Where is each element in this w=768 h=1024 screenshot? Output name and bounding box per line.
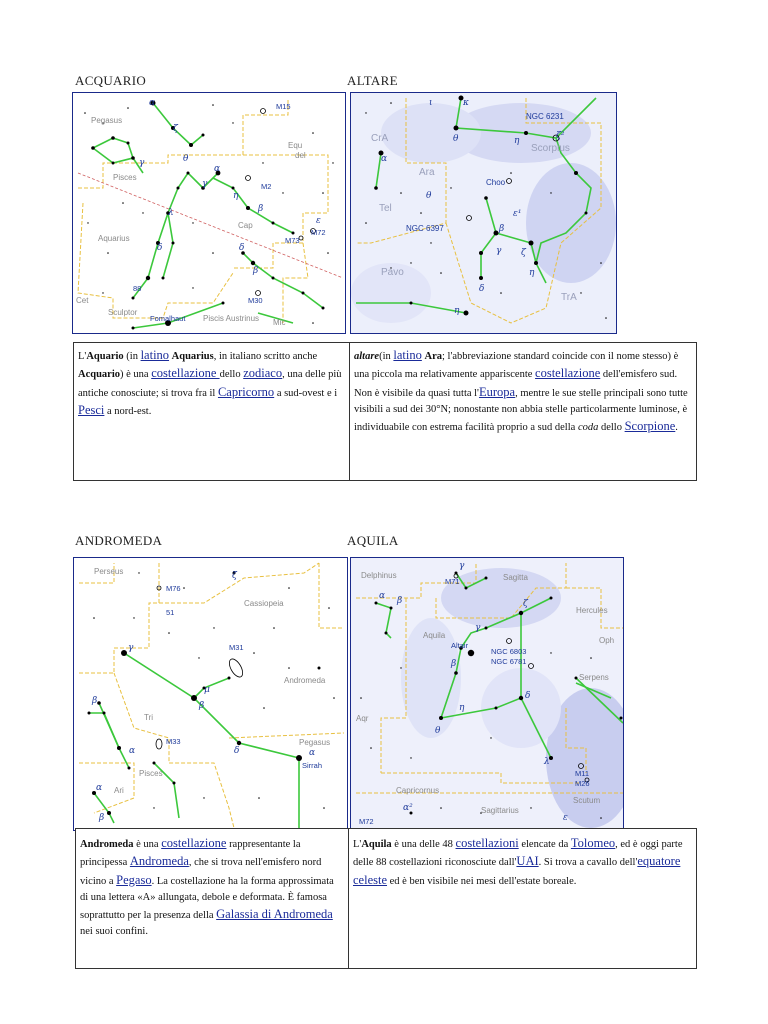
greek-letter: α xyxy=(214,164,221,174)
object-label: Choo xyxy=(486,178,506,187)
term-bold: Ara xyxy=(424,351,442,362)
link-galassia-di-andromeda[interactable]: Galassia di Andromeda xyxy=(216,907,333,922)
object-label: M11 xyxy=(575,769,590,778)
greek-letter: θ xyxy=(435,726,441,736)
greek-letter: ε xyxy=(563,813,568,823)
object-label: NGC 6781 xyxy=(491,657,527,666)
constellation-label: Pegasus xyxy=(299,738,331,747)
constellation-label: del xyxy=(295,151,306,160)
section-title-andromeda: ANDROMEDA xyxy=(75,533,163,548)
constellation-label: Aquarius xyxy=(98,234,130,243)
text-run: , una delle più antiche conosciute; si trova fra il xyxy=(78,369,342,399)
object-label: NGC 6803 xyxy=(491,647,527,656)
greek-letter: θ xyxy=(183,154,189,164)
text-run: . xyxy=(675,422,678,434)
greek-letter: β xyxy=(99,813,105,823)
constellation-label: Ara xyxy=(419,167,435,178)
greek-letter: η xyxy=(514,136,520,146)
text-run: ed è ben visibile nei mesi dell'estate boreale. xyxy=(387,875,577,887)
text-run: (in xyxy=(379,351,394,362)
text-run: , che si trova nell'emisfero nord vicino a xyxy=(80,857,322,887)
greek-letter: β xyxy=(199,701,205,711)
object-label: M71 xyxy=(445,577,460,586)
greek-letter: λ xyxy=(168,208,174,218)
object-label: M2 xyxy=(261,182,272,191)
greek-letter: ε xyxy=(316,216,321,226)
link-costellazioni[interactable]: costellazioni xyxy=(455,836,519,850)
section-title-altare: ALTARE xyxy=(347,73,398,88)
star-map-altare xyxy=(350,92,617,334)
constellation-label: Pisces xyxy=(139,769,163,778)
greek-letter: γ xyxy=(139,158,145,168)
star-map-andromeda xyxy=(73,557,348,831)
greek-letter: η xyxy=(233,191,239,201)
link-capricorno[interactable]: Capricorno xyxy=(217,384,275,399)
link-latino[interactable]: latino xyxy=(393,348,422,362)
object-label: M30 xyxy=(248,296,263,305)
term-bold-italic: altare xyxy=(354,351,380,362)
constellation-label: Perseus xyxy=(94,567,124,576)
link-zodiaco[interactable]: zodiaco xyxy=(243,366,283,381)
greek-letter: η xyxy=(454,306,460,316)
greek-letter: θ xyxy=(426,191,432,201)
text-run: ) è una xyxy=(120,369,152,381)
text-run: L' xyxy=(353,839,362,850)
text-run: elencate da xyxy=(518,839,571,850)
text-run: è una delle 48 xyxy=(391,839,456,850)
object-label: Altair xyxy=(451,641,469,650)
section-title-acquario: ACQUARIO xyxy=(75,73,147,88)
link-latino[interactable]: latino xyxy=(140,348,170,362)
constellation-label: Pegasus xyxy=(91,116,123,125)
constellation-label: Scutum xyxy=(573,796,601,805)
link-costellazione[interactable]: costellazione xyxy=(151,366,220,381)
text-run: a nord-est. xyxy=(104,405,152,417)
greek-letter: α xyxy=(149,98,156,108)
object-label: NGC 6231 xyxy=(526,112,564,121)
greek-letter: δ xyxy=(234,746,240,756)
greek-letter: α xyxy=(379,591,386,601)
greek-letter: β xyxy=(499,224,505,234)
greek-letter: α xyxy=(96,783,103,793)
greek-letter: β xyxy=(451,659,457,669)
text-run: . Si trova a cavallo dell' xyxy=(538,857,638,869)
text-run: (in xyxy=(123,351,141,362)
constellation-label: Sagitta xyxy=(503,573,528,582)
greek-letter: δ xyxy=(479,284,485,294)
star-map-acquario xyxy=(72,92,346,334)
object-label: M33 xyxy=(166,737,181,746)
greek-letter: γ xyxy=(128,643,134,653)
object-label: M73 xyxy=(285,236,300,245)
term-bold: Aquario xyxy=(86,351,124,362)
constellation-label: Cap xyxy=(238,221,253,230)
text-run: . La costellazione ha la forma approssimata di una lettera «A» allungata, debole e deformata. È famosa soprattutto per la presenza della xyxy=(80,875,334,922)
term-bold: Acquario xyxy=(78,369,120,381)
greek-letter: α xyxy=(129,746,136,756)
section-title-aquila: AQUILA xyxy=(347,533,399,548)
constellation-label: Tri xyxy=(144,713,154,722)
greek-letter: δ xyxy=(157,243,163,253)
term-italic: coda xyxy=(577,422,599,434)
greek-letter: γ xyxy=(459,561,465,571)
greek-letter: ζ xyxy=(232,571,237,581)
description-aquila xyxy=(348,829,696,968)
greek-letter: δ xyxy=(239,243,245,253)
constellation-label: Hercules xyxy=(576,606,608,615)
greek-letter: β xyxy=(397,596,403,606)
constellation-label: Aquila xyxy=(423,631,446,640)
constellation-label: Sculptor xyxy=(108,308,138,317)
andromeda-chart xyxy=(74,558,347,830)
text-run: , ed è oggi parte delle 88 costellazioni riconosciute dall' xyxy=(353,839,683,869)
object-label: Sirrah xyxy=(302,761,323,770)
constellation-label: Cet xyxy=(76,296,89,305)
text-run: dello xyxy=(219,369,244,381)
description-altare xyxy=(349,343,696,480)
text-run: L' xyxy=(78,351,87,362)
greek-letter: λ xyxy=(544,757,550,767)
term-bold: Andromeda xyxy=(80,839,134,850)
greek-letter: ι xyxy=(429,98,433,108)
description-acquario xyxy=(74,343,349,480)
greek-letter: α xyxy=(309,748,316,758)
text-run: , mentre le sue stelle principali sono tutte visibili a sud dei 30°N; nonostante non abbia stelle particolarmente luminose, è individuabile con estrema facilità proprio a sud della xyxy=(354,387,688,434)
greek-letter: δ xyxy=(525,691,531,701)
constellation-label: Scorpius xyxy=(531,143,570,154)
greek-letter: α xyxy=(381,154,388,164)
greek-letter: ζ² xyxy=(556,131,565,141)
greek-letter: κ xyxy=(463,98,469,108)
greek-letter: β xyxy=(253,266,259,276)
text-run: rappresentante la principessa xyxy=(80,839,301,869)
object-label: M31 xyxy=(229,643,244,652)
greek-letter: α² xyxy=(403,803,413,813)
text-run: è una xyxy=(133,839,162,850)
description-table-2 xyxy=(75,828,697,969)
constellation-label: Aqr xyxy=(356,714,369,723)
constellation-label: Serpens xyxy=(579,673,609,682)
link-pegaso[interactable]: Pegaso xyxy=(116,872,152,887)
object-label: 88 xyxy=(133,284,142,293)
link-pesci[interactable]: Pesci xyxy=(78,402,105,417)
description-table-1 xyxy=(73,342,697,481)
altare-chart xyxy=(351,93,616,333)
constellation-label: Sagittarius xyxy=(481,806,519,815)
greek-letter: γ xyxy=(496,246,502,256)
description-andromeda xyxy=(76,829,348,968)
greek-letter: ζ xyxy=(173,124,178,134)
greek-letter: β xyxy=(258,204,264,214)
constellation-label: CrA xyxy=(371,133,389,144)
object-label: M15 xyxy=(276,102,291,111)
greek-letter: β xyxy=(92,696,98,706)
text-run: , in italiano scritto anche xyxy=(213,351,318,362)
text-run: a sud-ovest e i xyxy=(274,387,338,399)
text-run: nei suoi confini. xyxy=(80,926,148,938)
text-run: ; l'abbreviazione standard coincide con il nome stesso) è una piccola ma relativamente appariscente xyxy=(354,351,679,381)
greek-letter: η xyxy=(459,703,465,713)
acquario-chart xyxy=(73,93,345,333)
object-label: M72 xyxy=(311,228,326,237)
greek-letter: θ xyxy=(453,134,459,144)
constellation-label: Oph xyxy=(599,636,615,645)
link-tolomeo[interactable]: Tolomeo xyxy=(570,836,616,850)
greek-letter: γ xyxy=(475,623,481,633)
greek-letter: ε¹ xyxy=(513,209,522,219)
constellation-label: Pisces xyxy=(113,173,137,182)
star-map-aquila xyxy=(350,557,624,831)
constellation-label: Tel xyxy=(379,203,392,214)
text-run: dello xyxy=(598,422,625,434)
text-run: dell'emisfero sud. Non è visibile da quasi tutta l' xyxy=(354,369,678,399)
aquila-chart xyxy=(351,558,623,830)
link-scorpione[interactable]: Scorpione xyxy=(624,419,676,434)
object-label: M72 xyxy=(359,817,374,826)
link-costellazione[interactable]: costellazione xyxy=(161,836,227,850)
term-bold: Aquila xyxy=(361,839,392,850)
object-label: M26 xyxy=(575,779,590,788)
constellation-label: Ari xyxy=(114,786,124,795)
constellation-label: Cassiopeia xyxy=(244,599,284,608)
greek-letter: ζ xyxy=(521,248,526,258)
greek-letter: γ xyxy=(202,179,208,189)
constellation-label: Andromeda xyxy=(284,676,326,685)
constellation-label: Pavo xyxy=(381,267,404,278)
link-andromeda[interactable]: Andromeda xyxy=(129,854,189,869)
object-label: Fomalhaut xyxy=(150,314,186,323)
constellation-label: Equ xyxy=(288,141,303,150)
constellation-label: TrA xyxy=(561,292,577,303)
object-label: 51 xyxy=(166,608,175,617)
greek-letter: μ xyxy=(204,685,210,695)
constellation-label: Capricornus xyxy=(396,786,440,795)
object-label: M76 xyxy=(166,584,181,593)
constellation-label: Mic xyxy=(273,318,286,327)
greek-letter: η xyxy=(529,268,535,278)
link-equatore-celeste[interactable]: equatore celeste xyxy=(353,854,681,887)
link-costellazione[interactable]: costellazione xyxy=(535,366,601,381)
constellation-label: Delphinus xyxy=(361,571,397,580)
object-label: NGC 6397 xyxy=(406,224,444,233)
greek-letter: ζ xyxy=(523,599,528,609)
link-europa[interactable]: Europa xyxy=(478,384,516,399)
term-bold: Aquarius xyxy=(171,351,214,362)
link-uai[interactable]: UAI xyxy=(516,854,539,869)
constellation-label: Piscis Austrinus xyxy=(203,314,260,323)
